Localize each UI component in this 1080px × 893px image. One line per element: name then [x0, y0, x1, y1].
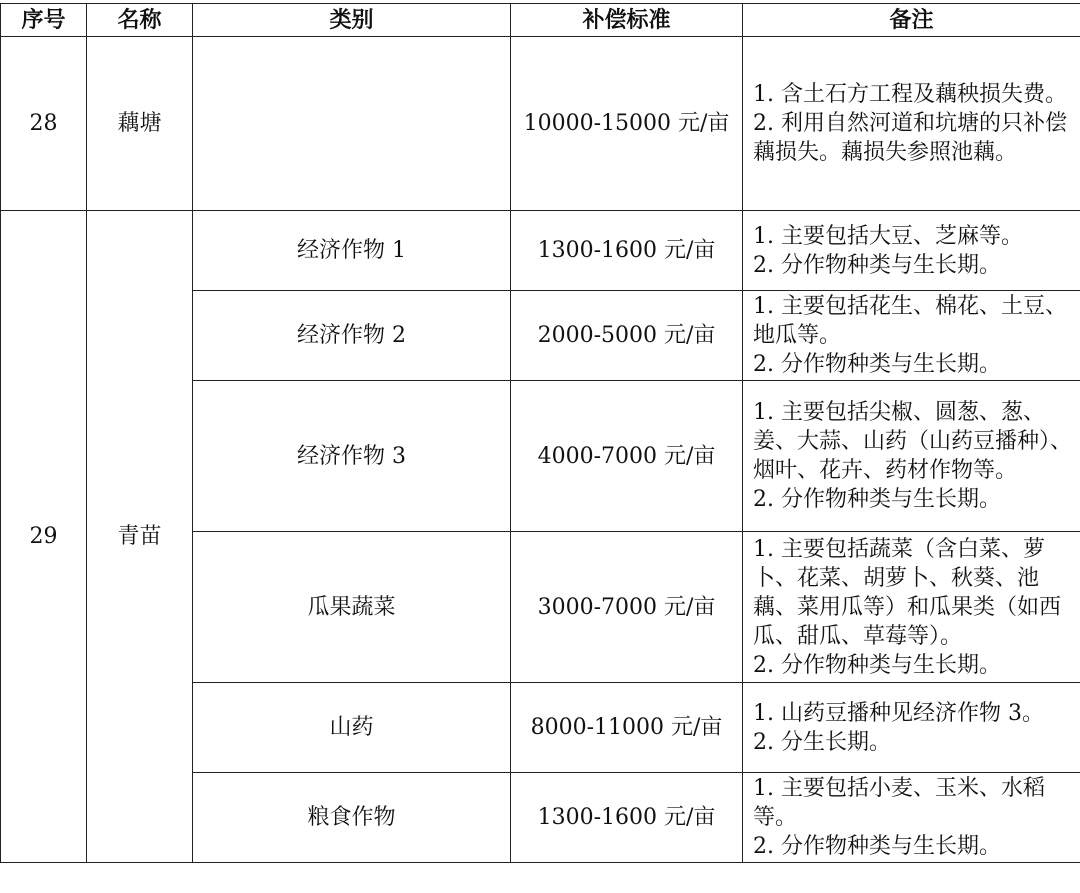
- note-line: 1. 主要包括大豆、芝麻等。: [753, 223, 1023, 249]
- row-standard: 8000-11000 元/亩: [511, 683, 743, 773]
- row-notes: [743, 381, 1080, 532]
- row-no: 28: [1, 37, 87, 211]
- row-notes: [743, 37, 1080, 211]
- row-name: 藕塘: [87, 37, 193, 211]
- row-category: 瓜果蔬菜: [193, 532, 511, 683]
- header-standard: 补偿标准: [511, 4, 743, 37]
- note-line: 1. 主要包括蔬菜（含白菜、萝卜、花菜、胡萝卜、秋葵、池藕、菜用瓜等）和瓜果类（如西瓜、甜瓜、草莓等）。: [753, 536, 1062, 649]
- note-line: 2. 利用自然河道和坑塘的只补偿藕损失。藕损失参照池藕。: [753, 111, 1067, 165]
- group-name: 青苗: [87, 211, 193, 863]
- table-row: [1, 37, 1080, 211]
- header-no: 序号: [1, 4, 87, 37]
- row-standard: 2000-5000 元/亩: [511, 291, 743, 381]
- note-line: 2. 分作物种类与生长期。: [753, 834, 1001, 859]
- row-notes: [743, 211, 1080, 291]
- note-line: 2. 分作物种类与生长期。: [753, 352, 1001, 377]
- row-notes: [743, 683, 1080, 773]
- row-notes: [743, 291, 1080, 381]
- compensation-table: [0, 3, 1080, 863]
- row-category: 经济作物 1: [193, 211, 511, 291]
- note-line: 1. 山药豆播种见经济作物 3。: [753, 700, 1044, 726]
- row-category: 山药: [193, 683, 511, 773]
- row-category: 粮食作物: [193, 773, 511, 863]
- row-category: [193, 37, 511, 211]
- note-line: 2. 分作物种类与生长期。: [753, 652, 1001, 678]
- row-standard: 3000-7000 元/亩: [511, 532, 743, 683]
- row-standard: 1300-1600 元/亩: [511, 211, 743, 291]
- group-no: 29: [1, 211, 87, 863]
- row-category: 经济作物 3: [193, 381, 511, 532]
- header-notes: 备注: [743, 4, 1080, 37]
- table-row: [1, 211, 1080, 291]
- note-line: 1. 含土石方工程及藕秧损失费。: [753, 82, 1067, 107]
- note-line: 2. 分生长期。: [753, 729, 891, 755]
- row-notes: [743, 773, 1080, 863]
- note-line: 1. 主要包括花生、棉花、土豆、地瓜等。: [753, 294, 1067, 348]
- header-name: 名称: [87, 4, 193, 37]
- note-line: 2. 分作物种类与生长期。: [753, 252, 1001, 278]
- note-line: 1. 主要包括尖椒、圆葱、葱、姜、大蒜、山药（山药豆播种）、烟叶、花卉、药材作物等。: [753, 400, 1073, 483]
- row-standard: 10000-15000 元/亩: [511, 37, 743, 211]
- row-standard: 4000-7000 元/亩: [511, 381, 743, 532]
- table-header-row: [1, 4, 1080, 37]
- row-standard: 1300-1600 元/亩: [511, 773, 743, 863]
- note-line: 2. 分作物种类与生长期。: [753, 487, 1001, 512]
- row-category: 经济作物 2: [193, 291, 511, 381]
- row-notes: [743, 532, 1080, 683]
- header-category: 类别: [193, 4, 511, 37]
- note-line: 1. 主要包括小麦、玉米、水稻等。: [753, 776, 1045, 830]
